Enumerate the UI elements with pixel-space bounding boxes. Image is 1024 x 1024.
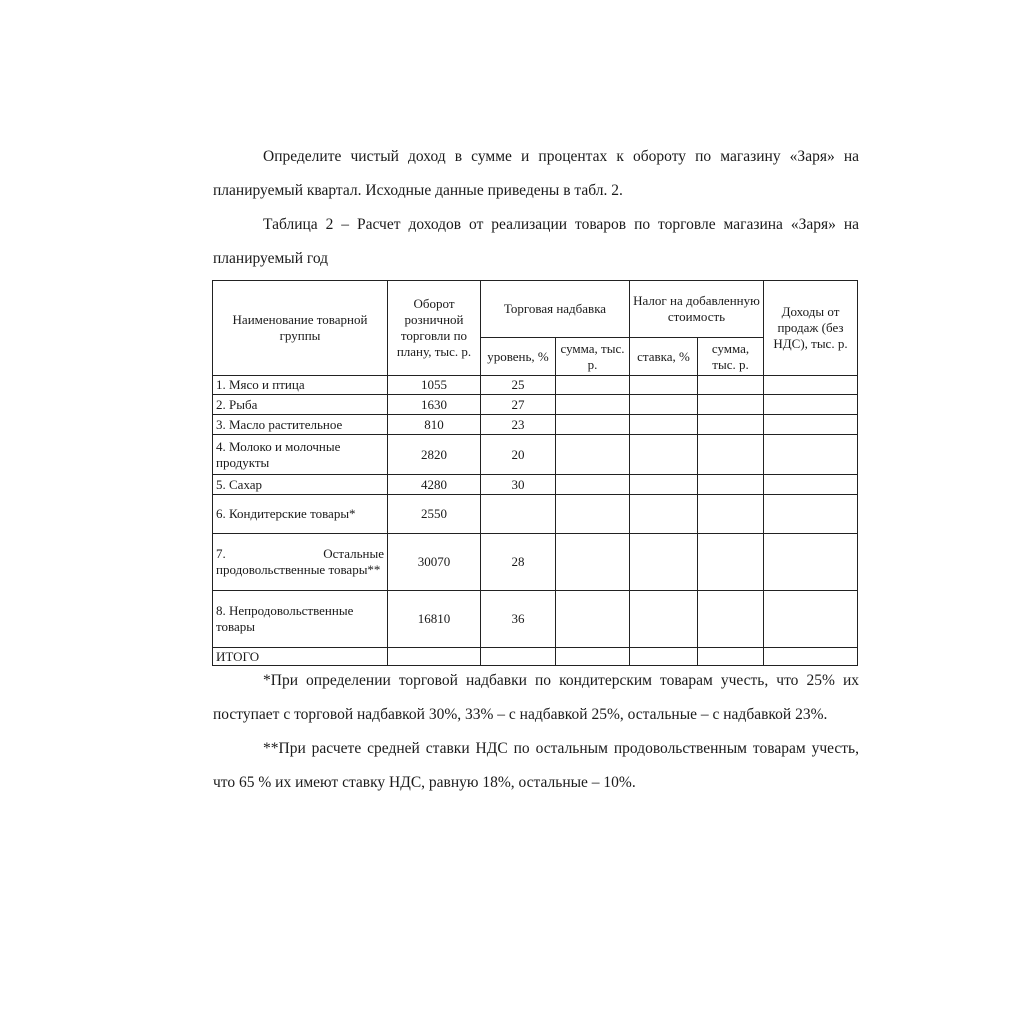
row-markup-sum	[556, 395, 630, 415]
row-markup-sum	[556, 648, 630, 666]
row-income	[764, 648, 858, 666]
row-markup-sum	[556, 376, 630, 395]
table-row	[213, 534, 858, 591]
table-row	[213, 415, 858, 435]
table-row	[213, 475, 858, 495]
table-row	[213, 591, 858, 648]
row-vat-rate	[630, 591, 698, 648]
row-markup-sum	[556, 475, 630, 495]
row-markup-level: 36	[481, 591, 556, 648]
row-turnover: 2820	[388, 435, 481, 475]
table-row	[213, 395, 858, 415]
row-vat-sum	[698, 376, 764, 395]
header-vat-rate: ставка, %	[630, 338, 698, 376]
table-caption: Таблица 2 – Расчет доходов от реализации товаров по торговле магазина «Заря» на планируемый год	[213, 216, 859, 267]
row-income	[764, 534, 858, 591]
row-turnover: 30070	[388, 534, 481, 591]
row-vat-sum	[698, 591, 764, 648]
row-markup-level: 25	[481, 376, 556, 395]
table-row	[213, 495, 858, 534]
row-markup-level: 27	[481, 395, 556, 415]
row-vat-sum	[698, 415, 764, 435]
row-vat-rate	[630, 415, 698, 435]
row-name: 6. Кондитерские товары*	[213, 495, 388, 534]
task-paragraph: Определите чистый доход в сумме и процентах к обороту по магазину «Заря» на планируемый квартал. Исходные данные приведены в табл. 2.	[213, 148, 859, 199]
row-vat-rate	[630, 648, 698, 666]
table-row-total	[213, 648, 858, 666]
row-markup-level: 23	[481, 415, 556, 435]
row-vat-rate	[630, 395, 698, 415]
row-name: ИТОГО	[213, 648, 388, 666]
row-income	[764, 475, 858, 495]
row-markup-sum	[556, 591, 630, 648]
footnote-vat: **При расчете средней ставки НДС по остальным продовольственным товарам учесть, что 65 % их имеют ставку НДС, равную 18%, остальные – 10%.	[213, 740, 859, 791]
row-turnover: 1630	[388, 395, 481, 415]
row-turnover	[388, 648, 481, 666]
row-turnover: 1055	[388, 376, 481, 395]
header-markup-sum: сумма, тыс. р.	[556, 338, 630, 376]
row-markup-sum	[556, 435, 630, 475]
intro-text	[213, 140, 859, 276]
row-markup-level	[481, 648, 556, 666]
header-vat-sum: сумма, тыс. р.	[698, 338, 764, 376]
row-markup-sum	[556, 534, 630, 591]
row-turnover: 2550	[388, 495, 481, 534]
row-income	[764, 415, 858, 435]
row-income	[764, 395, 858, 415]
row-markup-level: 30	[481, 475, 556, 495]
row-vat-sum	[698, 534, 764, 591]
row-name: 4. Молоко и молочные продукты	[213, 435, 388, 475]
table-row	[213, 376, 858, 395]
row-vat-rate	[630, 534, 698, 591]
row-vat-sum	[698, 495, 764, 534]
row-income	[764, 495, 858, 534]
row-vat-rate	[630, 495, 698, 534]
footnote-confectionery: *При определении торговой надбавки по кондитерским товарам учесть, что 25% их поступает с торговой надбавкой 30%, 33% – с надбавкой 25%, остальные – с надбавкой 23%.	[213, 672, 859, 723]
row-turnover: 4280	[388, 475, 481, 495]
row-turnover: 810	[388, 415, 481, 435]
row-markup-sum	[556, 495, 630, 534]
row-vat-rate	[630, 435, 698, 475]
row-income	[764, 435, 858, 475]
row-name: 3. Масло растительное	[213, 415, 388, 435]
header-markup-level: уровень, %	[481, 338, 556, 376]
row-income	[764, 376, 858, 395]
row-name: 5. Сахар	[213, 475, 388, 495]
table-row	[213, 435, 858, 475]
footnotes	[213, 664, 859, 800]
income-table	[212, 280, 858, 666]
row-markup-level: 28	[481, 534, 556, 591]
header-income: Доходы от продаж (без НДС), тыс. р.	[764, 281, 858, 376]
header-turnover: Оборот розничной торговли по плану, тыс. р.	[388, 281, 481, 376]
header-name: Наименование товарной группы	[213, 281, 388, 376]
row-markup-level	[481, 495, 556, 534]
row-vat-sum	[698, 648, 764, 666]
row-name: 2. Рыба	[213, 395, 388, 415]
row-name: 8. Непродовольственные товары	[213, 591, 388, 648]
row-vat-sum	[698, 475, 764, 495]
row-vat-rate	[630, 475, 698, 495]
row-income	[764, 591, 858, 648]
header-vat: Налог на добавленную стоимость	[630, 281, 764, 338]
row-turnover: 16810	[388, 591, 481, 648]
row-name: 1. Мясо и птица	[213, 376, 388, 395]
row-markup-sum	[556, 415, 630, 435]
row-markup-level: 20	[481, 435, 556, 475]
row-vat-sum	[698, 395, 764, 415]
row-vat-rate	[630, 376, 698, 395]
row-vat-sum	[698, 435, 764, 475]
header-markup: Торговая надбавка	[481, 281, 630, 338]
row-name: 7. Остальные продовольственные товары**	[213, 534, 388, 591]
